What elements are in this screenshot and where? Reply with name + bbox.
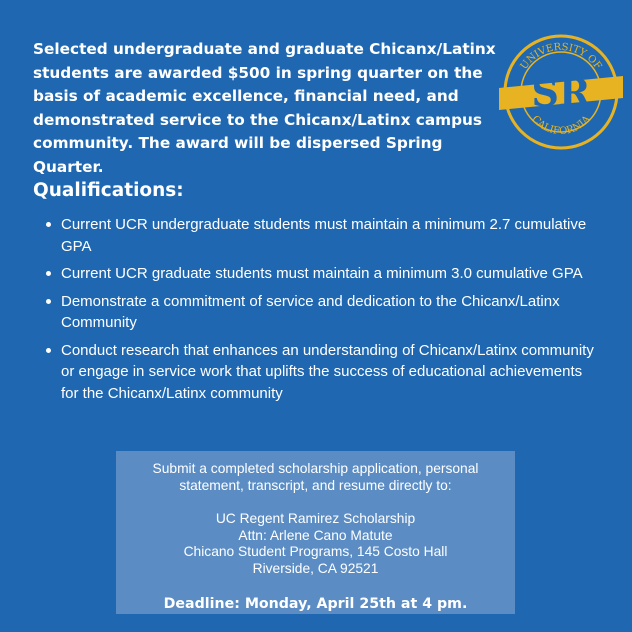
- qualifications-list: [43, 214, 603, 410]
- qualification-text: Current UCR graduate students must maintain a minimum 3.0 cumulative GPA: [61, 265, 583, 282]
- address-line: UC Regent Ramirez Scholarship: [215, 511, 416, 526]
- address-line: Chicano Student Programs, 145 Costo Hall: [183, 544, 448, 559]
- seal-monogram: SR: [531, 70, 591, 115]
- bullet-icon: [46, 271, 51, 276]
- bullet-icon: [46, 299, 51, 304]
- qualifications-heading: Qualifications:: [33, 180, 184, 201]
- deadline-text: Deadline: Monday, April 25th at 4 pm.: [163, 596, 468, 612]
- bullet-icon: [46, 222, 51, 227]
- qualification-item: [43, 340, 603, 405]
- address-line: Attn: Arlene Cano Matute: [238, 527, 393, 543]
- submission-instructions: Submit a completed scholarship application, personal statement, transcript, and resume directly to:: [152, 461, 479, 493]
- university-seal-logo: [497, 28, 625, 156]
- intro-paragraph: Selected undergraduate and graduate Chicanx/Latinx students are awarded $500 in spring quarter on the basis of academic excellence, financial need, and demonstrated service to the Chicanx/Latinx campus community. The award will be dispersed Spring Quarter.: [33, 40, 496, 176]
- qualification-text: Demonstrate a commitment of service and dedication to the Chicanx/Latinx Community: [61, 292, 560, 331]
- qualification-item: [43, 263, 603, 285]
- address-line: Riverside, CA 92521: [252, 560, 379, 576]
- seal-ring-bottom-text: CALIFORNIA: [529, 113, 593, 138]
- mailing-address: [116, 511, 515, 577]
- qualification-item: [43, 291, 603, 334]
- qualification-text: Current UCR undergraduate students must maintain a minimum 2.7 cumulative GPA: [61, 216, 587, 255]
- seal-ring-top-text: UNIVERSITY OF: [518, 41, 604, 72]
- bullet-icon: [46, 348, 51, 353]
- qualification-text: Conduct research that enhances an understanding of Chicanx/Latinx community or engage in service work that uplifts the success of educational achievements for the Chicanx/Latinx community: [61, 341, 594, 402]
- qualification-item: [43, 214, 603, 257]
- submission-box: [116, 451, 515, 614]
